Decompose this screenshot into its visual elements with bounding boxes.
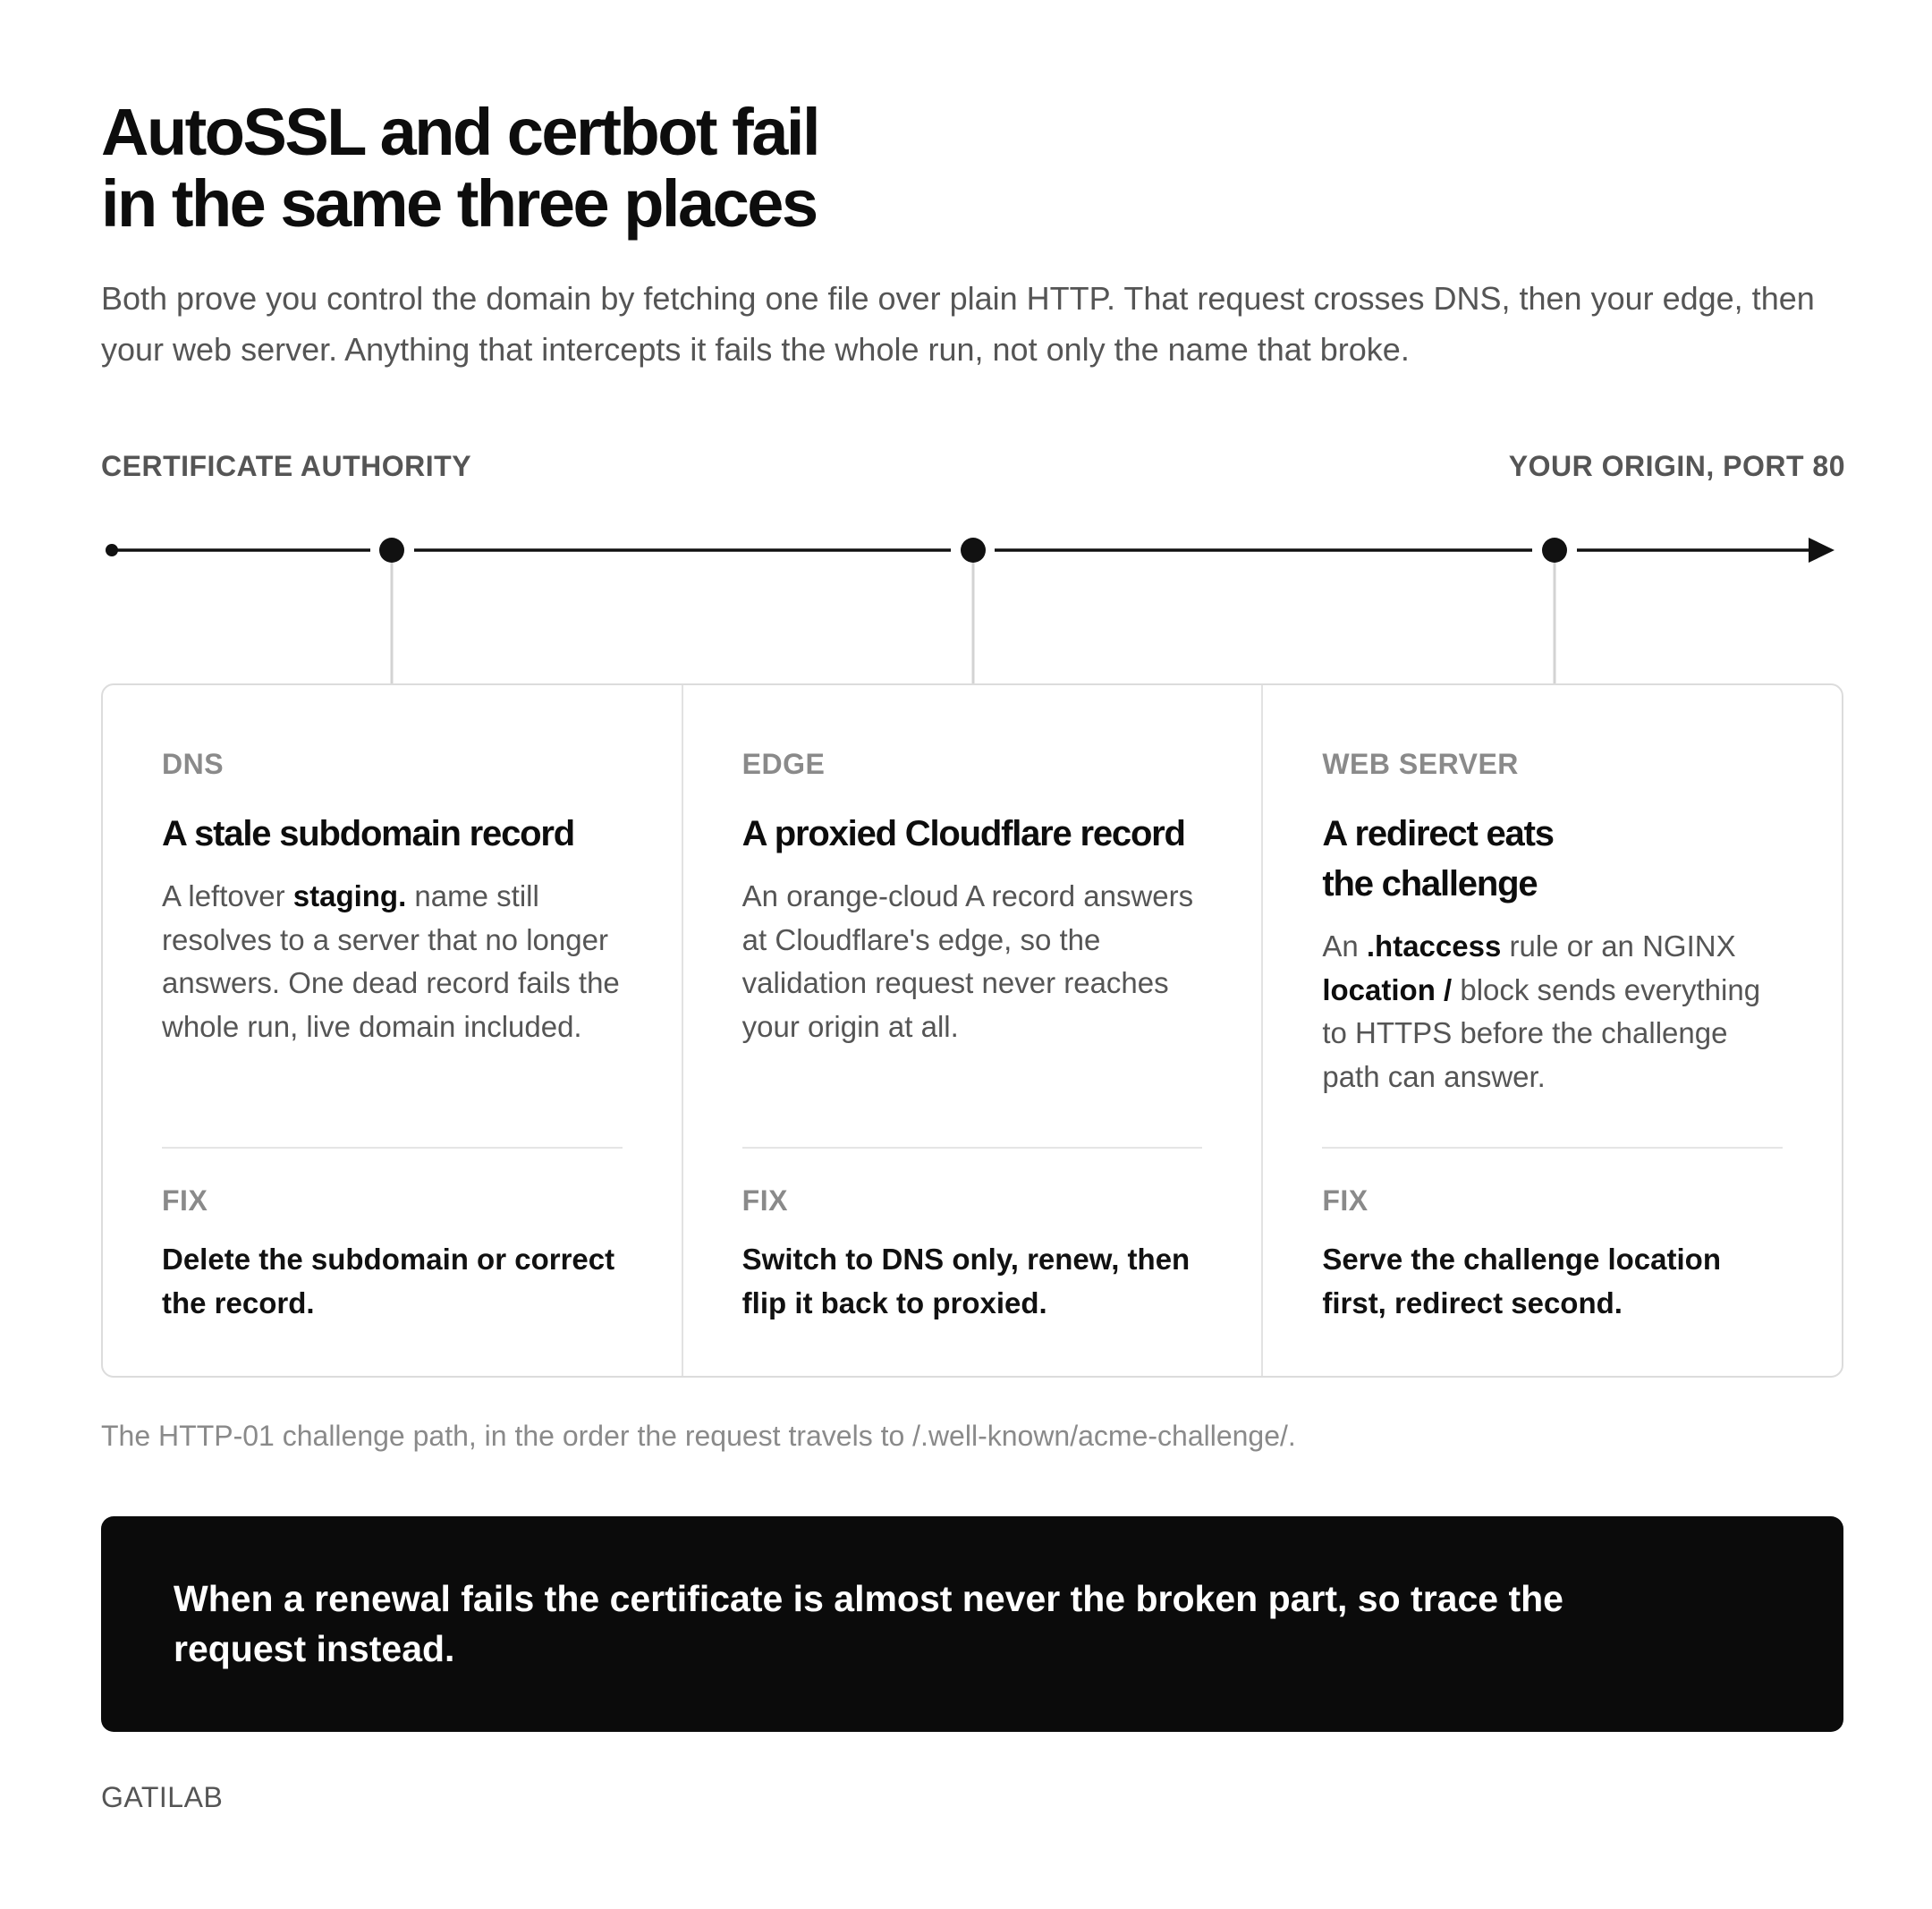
stage-title: A stale subdomain record <box>162 814 574 853</box>
fix-text: Serve the challenge location first, redirect second. <box>1322 1243 1721 1319</box>
card-divider <box>1322 1147 1783 1149</box>
stage-description: An .htaccess rule or an NGINX location / block sends everything to HTTPS before the challenge path can answer. <box>1322 929 1761 1093</box>
fix-text: Delete the subdomain or correct the record. <box>162 1243 615 1319</box>
stage-description: An orange-cloud A record answers at Cloudflare's edge, so the validation request never reaches your origin at all. <box>741 879 1194 1043</box>
stage-label: WEB SERVER <box>1322 748 1519 780</box>
card-divider <box>742 1147 1203 1149</box>
stage-label: EDGE <box>741 748 826 780</box>
flow-start-label: CERTIFICATE AUTHORITY <box>101 450 472 482</box>
stage-cards <box>101 683 1843 1378</box>
stage-title: A proxied Cloudflare record <box>741 814 1185 853</box>
card-divider <box>162 1147 623 1149</box>
fix-label: FIX <box>741 1184 788 1217</box>
stage-node-web-server <box>1542 538 1567 563</box>
title-line-2: in the same three places <box>101 166 817 241</box>
callout-box <box>101 1516 1843 1732</box>
stage-card-dns <box>103 685 682 1376</box>
brand-footer: GATILAB <box>101 1781 224 1813</box>
flow-start-point <box>106 544 118 556</box>
intro-paragraph: Both prove you control the domain by fetching one file over plain HTTP. That request crosses DNS, then your edge, then your web server. Anything that intercepts it fails the whole run, not only the name that broke. <box>101 280 1815 368</box>
stage-connectors <box>392 550 1555 685</box>
callout-text: When a renewal fails the certificate is almost never the broken part, so trace the request instead. <box>174 1578 1563 1669</box>
title-line-1: AutoSSL and certbot fail <box>101 95 819 169</box>
fix-text: Switch to DNS only, renew, then flip it back to proxied. <box>741 1243 1191 1319</box>
request-flow-diagram <box>0 0 1932 698</box>
flow-arrow-head-icon <box>1809 538 1835 563</box>
stage-node-edge <box>961 538 986 563</box>
stage-card-web-server <box>1261 685 1842 1376</box>
stage-node-dns <box>379 538 404 563</box>
stage-label: DNS <box>162 748 225 780</box>
fix-label: FIX <box>162 1184 208 1217</box>
stage-title: A redirect eats the challenge <box>1322 814 1554 904</box>
fix-label: FIX <box>1322 1184 1368 1217</box>
stage-card-edge <box>682 685 1262 1376</box>
flow-end-label: YOUR ORIGIN, PORT 80 <box>1508 450 1845 482</box>
figure-caption: The HTTP-01 challenge path, in the order the request travels to /.well-known/acme-challenge/. <box>101 1420 1296 1452</box>
stage-description: A leftover staging. name still resolves to a server that no longer answers. One dead record fails the whole run, live domain included. <box>162 879 620 1043</box>
